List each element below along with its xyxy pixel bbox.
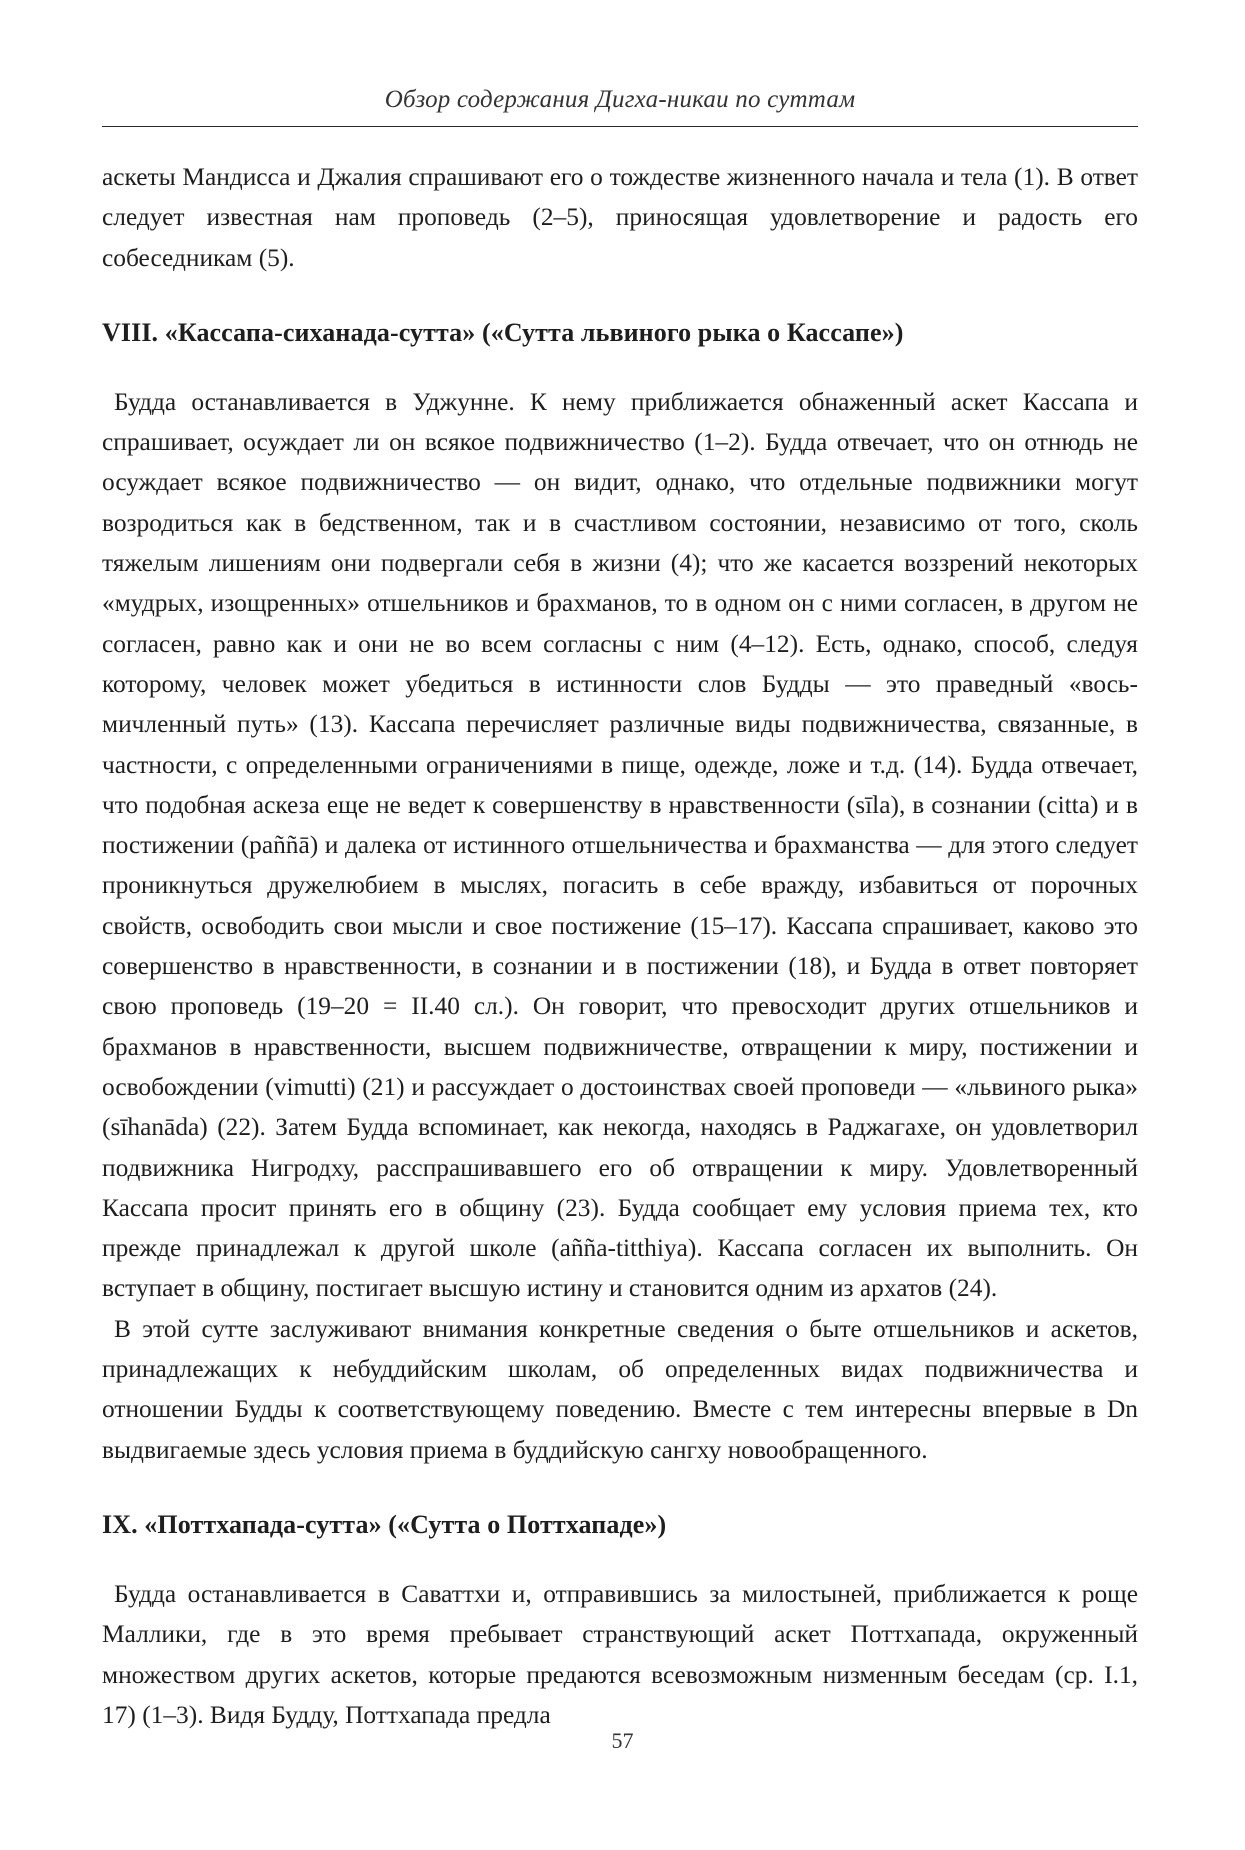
paragraph-kassapa-summary: Будда останавливается в Уджунне. К нему приближается обнаженный аскет Кассапа и спрашивает, осуждает ли он всякое подвижничество (1–2). Будда отвечает, что он отнюдь не осуждает всякое подвижничество — он видит, однако, что отдельные подвижники могут возродиться как в бедственном, так и в счастливом состоянии, независимо от того, сколь тяжелым лишениям они подвергали себя в жизни (4); что же касается воззрений некоторых «мудрых, изощренных» отшельников и брахманов, то в одном он с ними согласен, в другом не согласен, равно как и они не во всем согласны с ним (4–12). Есть, однако, способ, следуя которому, человек может убедиться в истинности слов Будды — это праведный «восьмичленный путь» (13). Кассапа перечисляет различные виды подвижничества, связанные, в частности, с определенными ограничениями в пище, одежде, ложе и т.д. (14). Будда отвечает, что подобная аскеза еще не ведет к совершенству в нравственности (sīla), в сознании (citta) и в постижении (paññā) и далека от истинного отшельничества и брахманства — для этого следует проникнуться дружелюбием в мыслях, погасить в себе вражду, избавиться от порочных свойств, освободить свои мысли и свое постижение (15–17). Кассапа спрашивает, каково это совершенство в нравственности, в сознании и в постижении (18), и Будда в ответ повторяет свою проповедь (19–20 = II.40 сл.). Он говорит, что превосходит других отшельников и брахманов в нравственности, высшем подвижничестве, отвращении к миру, постижении и освобождении (vimutti) (21) и рассуждает о достоинствах своей проповеди — «львиного рыка» (sīhanāda) (22). Затем Будда вспоминает, как некогда, находясь в Раджагахе, он удовлетворил подвижника Нигродху, расспрашивавшего его об отвращении к миру. Удовлетворенный Кассапа просит принять его в общину (23). Будда сообщает ему условия приема тех, кто прежде принадлежал к другой школе (añña-titthiya). Кассапа согласен их выполнить. Он вступает в общину, постигает высшую истину и становится одним из архатов (24). bbox=[102, 387, 1138, 1303]
section-heading-viii: VIII. «Кассапа-сиханада-сутта» («Сутта львиного рыка о Кассапе») bbox=[102, 317, 904, 347]
paragraph-kassapa-notes: В этой сутте заслуживают внимания конкретные сведения о быте отшельников и аскетов, принадлежащих к небуддийским школам, об определенных видах подвижничества и отношении Будды к соответствующему поведению. Вместе с тем интересны впервые в Dn выдвигаемые здесь условия приема в буддийскую сангху новообращенного. bbox=[102, 1314, 1138, 1464]
page-number: 57 bbox=[611, 1728, 634, 1753]
running-header: Обзор содержания Дигха-никаи по суттам bbox=[102, 84, 1138, 127]
paragraph-continuation: аскеты Мандисса и Джалия спрашивают его о тождестве жизненного начала и тела (1). В ответ следует известная нам проповедь (2–5), приносящая удовлетворение и радость его собеседникам (5). bbox=[102, 163, 1138, 272]
paragraph-potthapada-summary: Будда останавливается в Саваттхи и, отправившись за милостыней, приближается к роще Маллики, где в это время пребывает странствующий аскет Поттхапада, окруженный множеством других аскетов, которые предаются всевозможным низменным беседам (ср. I.1, 17) (1–3). Видя Будду, Поттхапада предла bbox=[102, 1579, 1138, 1729]
page-body bbox=[102, 84, 1138, 1735]
section-heading-ix: IX. «Поттхапада-сутта» («Сутта о Поттхападе») bbox=[102, 1509, 667, 1539]
